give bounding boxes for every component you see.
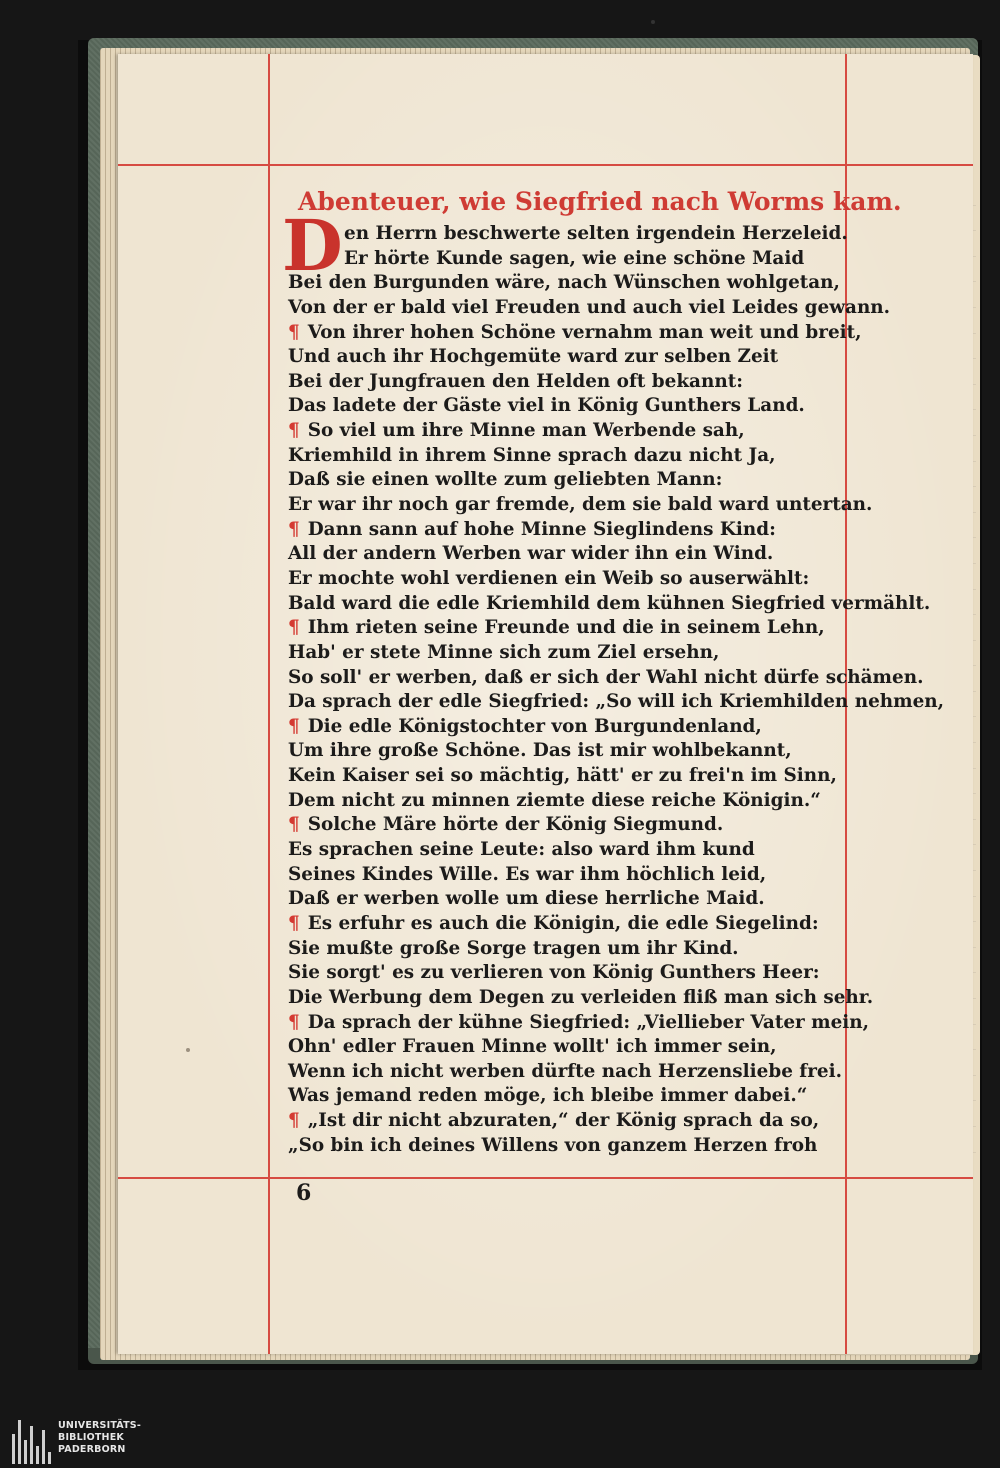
verse-line: [288, 1109, 848, 1134]
verse-line-text: Kein Kaiser sei so mächtig, hätt' er zu frei'n im Sinn,: [288, 765, 837, 787]
verse-text: [288, 222, 945, 1158]
verse-line: [288, 912, 848, 937]
verse-line: [288, 1084, 848, 1109]
verse-line-text: Kriemhild in ihrem Sinne sprach dazu nicht Ja,: [288, 444, 776, 466]
verse-line-text: Die edle Königstochter von Burgundenland,: [307, 715, 762, 737]
verse-line-text: Sie mußte große Sorge tragen um ihr Kind.: [288, 937, 739, 959]
verse-line: [288, 739, 848, 764]
verse-line: [288, 666, 924, 691]
verse-line: [288, 518, 848, 543]
library-logo-text: [58, 1420, 178, 1456]
verse-line-text: Dem nicht zu minnen ziemte diese reiche Königin.“: [288, 789, 821, 811]
verse-line: [288, 296, 891, 321]
logo-line-3: PADERBORN: [58, 1444, 126, 1455]
library-logo: [12, 1420, 172, 1464]
verse-line-text: Von ihrer hohen Schöne vernahm man weit und breit,: [307, 321, 862, 343]
verse-line: [288, 271, 848, 296]
verse-line: [288, 394, 848, 419]
verse-line-text: Hab' er stete Minne sich zum Ziel ersehn,: [288, 641, 720, 663]
verse-line-text: Um ihre große Schöne. Das ist mir wohlbekannt,: [288, 740, 792, 762]
page-number: 6: [296, 1180, 312, 1206]
verse-line-text: Ohn' edler Frauen Minne wollt' ich immer sein,: [288, 1036, 777, 1058]
verse-line: [288, 567, 848, 592]
logo-line-1: UNIVERSITÄTS-: [58, 1420, 141, 1431]
verse-line-text: Bei den Burgunden wäre, nach Wünschen wohlgetan,: [288, 272, 840, 294]
verse-line-text: So viel um ihre Minne man Werbende sah,: [307, 420, 745, 442]
verse-line: [288, 222, 848, 247]
paragraph-mark: ¶: [288, 518, 300, 540]
verse-line-text: Es erfuhr es auch die Königin, die edle Siegelind:: [307, 912, 819, 934]
verse-line: [288, 419, 848, 444]
verse-line: [288, 1060, 848, 1085]
paragraph-mark: ¶: [288, 814, 300, 836]
verse-line: [288, 1035, 848, 1060]
verse-line-text: So soll' er werben, daß er sich der Wahl nicht dürfe schämen.: [288, 666, 924, 688]
verse-line-text: Von der er bald viel Freuden und auch viel Leides gewann.: [288, 296, 891, 318]
verse-line: [288, 986, 874, 1011]
verse-line: [288, 813, 848, 838]
drop-cap-initial: D: [282, 204, 343, 287]
verse-line-text: Daß er werben wolle um diese herrliche Maid.: [288, 888, 765, 910]
verse-line: [288, 321, 862, 346]
verse-line-text: All der andern Werben war wider ihn ein Wind.: [288, 543, 774, 565]
verse-line-text: Dann sann auf hohe Minne Sieglindens Kind:: [307, 518, 776, 540]
verse-line-text: Er mochte wohl verdienen ein Weib so auserwählt:: [288, 567, 810, 589]
verse-line: [288, 838, 848, 863]
verse-line: [288, 370, 848, 395]
verse-line-text: en Herrn beschwerte selten irgendein Herzeleid.: [344, 223, 848, 244]
verse-line: [288, 715, 848, 740]
verse-line: [288, 1134, 848, 1159]
verse-line: [288, 961, 848, 986]
verse-line: [288, 542, 848, 567]
verse-line-text: Da sprach der kühne Siegfried: „Viellieber Vater mein,: [307, 1011, 870, 1033]
chapter-title: Abenteuer, wie Siegfried nach Worms kam.: [298, 187, 902, 216]
paragraph-mark: ¶: [288, 1011, 300, 1033]
paragraph-mark: ¶: [288, 912, 300, 934]
verse-line-text: Da sprach der edle Siegfried: „So will ich Kriemhilden nehmen,: [288, 691, 945, 713]
verse-line-text: Das ladete der Gäste viel in König Gunthers Land.: [288, 395, 805, 417]
verse-line: [288, 690, 945, 715]
verse-line: [288, 247, 848, 272]
verse-line-text: Es sprachen seine Leute: also ward ihm kund: [288, 839, 755, 861]
verse-line-text: Bei der Jungfrauen den Helden oft bekannt:: [288, 370, 743, 392]
verse-line-text: Er hörte Kunde sagen, wie eine schöne Maid: [344, 247, 805, 269]
verse-line-text: Was jemand reden möge, ich bleibe immer dabei.“: [288, 1085, 808, 1107]
paragraph-mark: ¶: [288, 715, 300, 737]
verse-line-text: „Ist dir nicht abzuraten,“ der König sprach da so,: [307, 1110, 820, 1132]
paragraph-mark: ¶: [288, 617, 300, 639]
verse-line: [288, 887, 848, 912]
verse-line: [288, 493, 873, 518]
verse-line-text: Wenn ich nicht werben dürfte nach Herzensliebe frei.: [288, 1060, 842, 1082]
logo-line-2: BIBLIOTHEK: [58, 1432, 124, 1443]
verse-line-text: Und auch ihr Hochgemüte ward zur selben Zeit: [288, 346, 779, 368]
library-logo-mark: [12, 1420, 54, 1464]
verse-line: [288, 1011, 870, 1036]
verse-line: [288, 592, 931, 617]
verse-line: [288, 764, 848, 789]
paragraph-mark: ¶: [288, 321, 300, 343]
verse-line: [288, 641, 848, 666]
paragraph-mark: ¶: [288, 420, 300, 442]
verse-line-text: Er war ihr noch gar fremde, dem sie bald ward untertan.: [288, 494, 873, 516]
verse-line: [288, 468, 848, 493]
verse-line-text: Solche Märe hörte der König Siegmund.: [307, 814, 724, 836]
verse-line-text: Bald ward die edle Kriemhild dem kühnen Siegfried vermählt.: [288, 592, 931, 614]
book-page: [118, 54, 973, 1354]
verse-line-text: Daß sie einen wollte zum geliebten Mann:: [288, 469, 723, 491]
verse-line-text: Die Werbung dem Degen zu verleiden fliß man sich sehr.: [288, 986, 874, 1008]
paragraph-mark: ¶: [288, 1110, 300, 1132]
paper-speck: [186, 1048, 190, 1052]
verse-line: [288, 345, 848, 370]
verse-line-text: „So bin ich deines Willens von ganzem Herzen froh: [288, 1134, 818, 1156]
left-margin-rule: [268, 54, 270, 1354]
verse-line-text: Ihm rieten seine Freunde und die in seinem Lehn,: [307, 617, 825, 639]
verse-line-text: Sie sorgt' es zu verlieren von König Gunthers Heer:: [288, 962, 820, 984]
verse-line-text: Seines Kindes Wille. Es war ihm höchlich leid,: [288, 863, 767, 885]
dust-speck: [651, 20, 655, 24]
verse-line: [288, 863, 848, 888]
verse-line: [288, 444, 848, 469]
verse-line: [288, 789, 848, 814]
verse-line: [288, 937, 848, 962]
verse-line: [288, 616, 848, 641]
